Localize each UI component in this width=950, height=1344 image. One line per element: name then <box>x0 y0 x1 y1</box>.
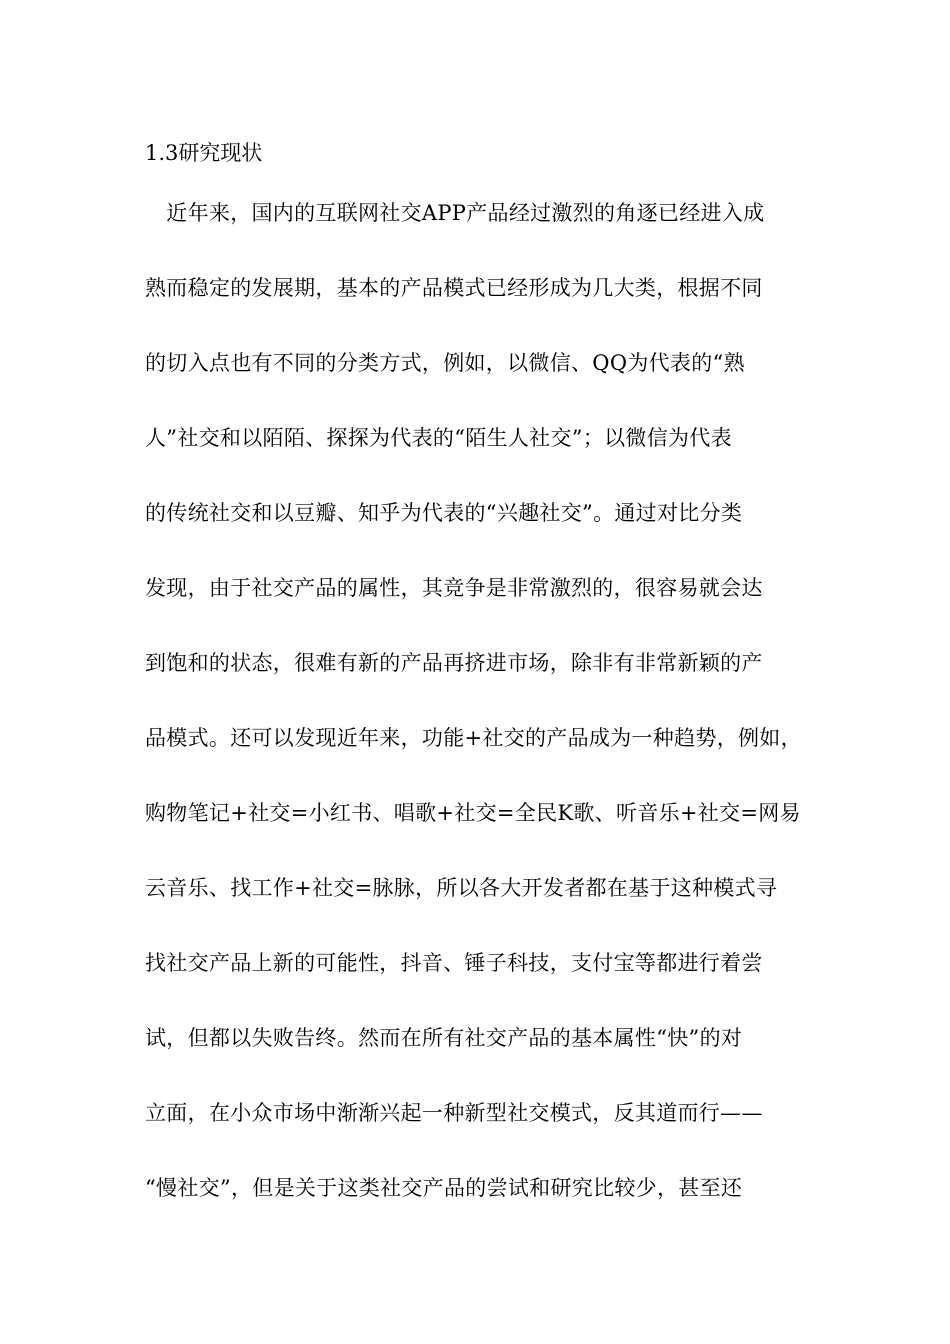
paragraph-line: 找社交产品上新的可能性，抖音、锤子科技，支付宝等都进行着尝 <box>145 951 763 975</box>
paragraph-line: 品模式。还可以发现近年来，功能+社交的产品成为一种趋势，例如， <box>145 726 802 750</box>
paragraph-line: 到饱和的状态，很难有新的产品再挤进市场，除非有非常新颖的产 <box>145 651 763 675</box>
paragraph-line: 人”社交和以陌陌、探探为代表的“陌生人社交”；以微信为代表 <box>145 426 732 450</box>
paragraph-line: 购物笔记+社交=小红书、唱歌+社交=全民K歌、听音乐+社交=网易 <box>145 801 801 825</box>
paragraph-line: 熟而稳定的发展期，基本的产品模式已经形成为几大类，根据不同 <box>145 276 763 300</box>
paragraph-line: 云音乐、找工作+社交=脉脉，所以各大开发者都在基于这种模式寻 <box>145 876 778 900</box>
paragraph-line: 试，但都以失败告终。然而在所有社交产品的基本属性“快”的对 <box>145 1026 743 1050</box>
paragraph-line: 近年来，国内的互联网社交APP产品经过激烈的角逐已经进入成 <box>145 201 765 225</box>
paragraph-line: “慢社交”，但是关于这类社交产品的尝试和研究比较少，甚至还 <box>145 1176 743 1200</box>
paragraph-line: 立面，在小众市场中渐渐兴起一种新型社交模式，反其道而行—— <box>145 1101 763 1125</box>
paragraph-line: 的传统社交和以豆瓣、知乎为代表的“兴趣社交”。通过对比分类 <box>145 501 743 525</box>
section-heading: 1.3研究现状 <box>145 141 263 165</box>
paragraph-line: 的切入点也有不同的分类方式，例如，以微信、QQ为代表的“熟 <box>145 351 745 375</box>
paragraph-line: 发现，由于社交产品的属性，其竞争是非常激烈的，很容易就会达 <box>145 576 763 600</box>
